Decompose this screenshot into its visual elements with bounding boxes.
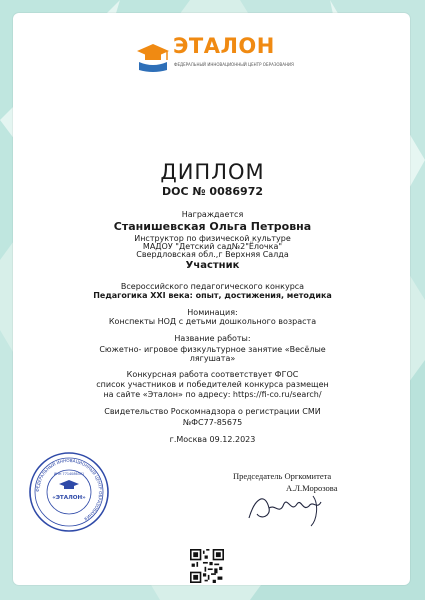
- signature-title: Председатель Оргкомитета: [233, 471, 332, 481]
- logo: [135, 36, 295, 78]
- recipient-name: Станишевская Ольга Петровна: [113, 220, 312, 233]
- logo-name: ЭТАЛОН: [173, 34, 275, 58]
- document-number: DOC № 0086972: [161, 185, 264, 198]
- contest-type: Всероссийского педагогического конкурса: [120, 282, 305, 291]
- fgos-line-3: на сайте «Эталон» по адресу: https://fi-co.ru/search/: [103, 390, 322, 399]
- place-date: г.Москва 09.12.2023: [169, 435, 256, 444]
- organization-stamp: [28, 451, 110, 533]
- participant-role: Участник: [185, 260, 240, 271]
- registration-line-2: №ФС77-85675: [182, 418, 243, 427]
- logo-subtitle: ФЕДЕРАЛЬНЫЙ ИННОВАЦИОННЫЙ ЦЕНТР ОБРАЗОВАНИЯ: [174, 62, 294, 67]
- qr-code-icon[interactable]: [190, 549, 224, 583]
- registration-line-1: Свидетельство Роскомнадзора о регистрации СМИ: [104, 407, 321, 416]
- stamp-inn: ИНН 7714086301: [53, 472, 85, 476]
- fgos-line-1: Конкурсная работа соответствует ФГОС: [126, 370, 299, 379]
- recipient-organization: МАДОУ "Детский сад№2"Ёлочка": [142, 242, 283, 251]
- nomination-label: Номинация:: [187, 308, 238, 317]
- awarded-label: Награждается: [181, 210, 244, 219]
- contest-name: Педагогика XXI века: опыт, достижения, методика: [93, 291, 332, 300]
- work-title-line-2: лягушата»: [189, 354, 236, 363]
- nomination-value: Конспекты НОД с детьми дошкольного возраста: [108, 317, 317, 326]
- work-title-line-1: Сюжетно- игровое физкультурное занятие «Весёлые: [99, 345, 326, 354]
- graduation-cap-icon: [135, 38, 171, 74]
- recipient-position: Инструктор по физической культуре: [134, 234, 291, 243]
- stamp-center-text: «ЭТАЛОН»: [52, 495, 86, 501]
- handwritten-signature: [243, 484, 333, 528]
- fgos-line-2: список участников и победителей конкурса размещен: [96, 380, 329, 389]
- diploma-title: ДИПЛОМ: [160, 160, 265, 184]
- stamp-book-icon: [59, 480, 79, 489]
- work-label: Название работы:: [174, 334, 251, 343]
- signature-name: А.Л.Морозова: [286, 483, 338, 493]
- stamp-ring-text: ФЕДЕРАЛЬНЫЙ ИННОВАЦИОННЫЙ ЦЕНТР ОБРАЗОВАНИЯ: [34, 457, 104, 522]
- recipient-location: Свердловская обл.,г Верхняя Салда: [136, 250, 289, 259]
